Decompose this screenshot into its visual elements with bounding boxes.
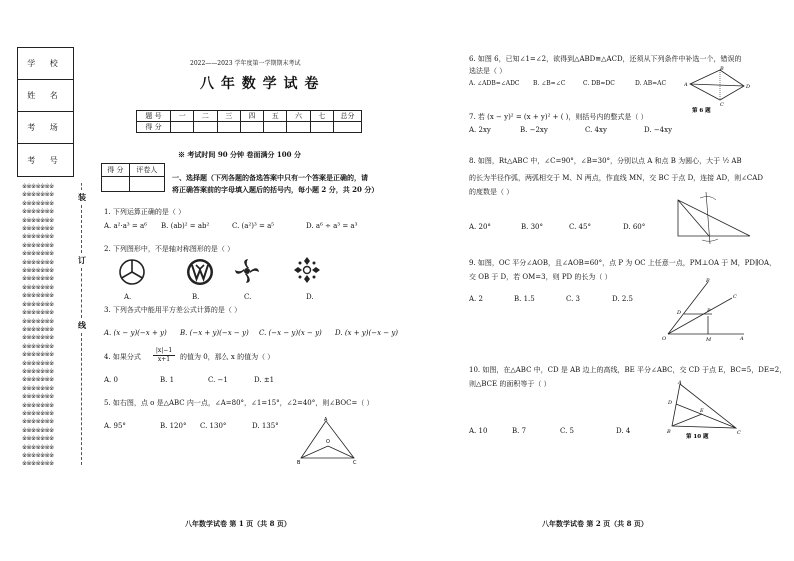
q5-stem: 5. 如右图，点 o 是△ABC 内一点，∠A=80°，∠1=15°，∠2=40°，则∠BOC=（ ） — [104, 399, 374, 407]
q7-option-b[interactable]: B. −2xy — [520, 126, 548, 134]
score-cell[interactable] — [217, 122, 240, 133]
q9-label-o: O — [662, 336, 667, 342]
q10-figure-caption: 第 10 题 — [686, 434, 709, 440]
student-info-table — [17, 47, 74, 177]
q7-option-a[interactable]: A. 2xy — [469, 126, 491, 134]
q4-stem-start: 4. 如果分式 — [104, 353, 141, 361]
q1-option-a[interactable]: A. a²·a³ = a⁶ — [104, 222, 147, 230]
exam-title: 八 年 数 学 试 卷 — [200, 76, 320, 92]
grader-score-label: 得 分 — [102, 164, 130, 177]
q9-option-b[interactable]: B. 1.5 — [514, 295, 535, 303]
q2-option-d[interactable]: D. — [306, 293, 314, 301]
q5-label-b: B — [297, 460, 301, 466]
q5-option-a[interactable]: A. 95° — [104, 422, 126, 430]
q2-option-a[interactable]: A. — [124, 293, 132, 301]
q4-fraction — [153, 347, 175, 364]
q3-option-c[interactable]: C. (−x − y)(x − y) — [259, 329, 322, 337]
q8-figure — [666, 190, 754, 244]
q8-stem: 8. 如图，Rt△ABC 中，∠C=90°，∠B=30°，分别以点 A 和点 B 为圆心，大于 ½ AB — [469, 157, 742, 165]
q6-option-c[interactable]: C. DB=DC — [583, 80, 615, 87]
q10-figure — [664, 380, 746, 442]
q3-option-a[interactable]: A. (x − y)(−x + y) — [104, 329, 167, 337]
q9-label-c: C — [733, 294, 737, 300]
q1-option-b[interactable]: B. (ab)² = ab² — [161, 222, 210, 230]
volkswagen-logo-icon — [185, 257, 215, 287]
q10-label-c: C — [737, 430, 741, 436]
binding-line — [81, 183, 82, 190]
cross-ornament-logo-icon — [292, 255, 322, 285]
q7-option-d[interactable]: D. −4xy — [644, 126, 673, 134]
q6-label-d: D — [746, 84, 751, 90]
q8-option-b[interactable]: B. 30° — [521, 223, 544, 231]
q4-fraction-denominator: x+1 — [157, 356, 171, 363]
binding-line — [81, 205, 82, 253]
q8-option-d[interactable]: D. 60° — [623, 223, 646, 231]
q1-option-d[interactable]: D. a⁶ ÷ a³ = a³ — [306, 222, 358, 230]
term-heading: 2022——2023 学年度第一学期期末考试 — [190, 60, 301, 67]
score-header-cell: 二 — [194, 111, 217, 122]
q5-label-o: O — [326, 439, 330, 445]
score-header-cell: 六 — [287, 111, 310, 122]
score-cell[interactable] — [310, 122, 333, 133]
q8-option-a[interactable]: A. 20° — [469, 223, 491, 231]
footer-left-page: 八年数学试卷 第 1 页（共 8 页） — [185, 519, 291, 528]
grader-table — [101, 163, 165, 192]
score-row-label: 得 分 — [137, 122, 171, 133]
q9-label-m: M — [706, 337, 712, 342]
q4-option-a[interactable]: A. 0 — [104, 376, 118, 384]
score-table — [136, 110, 362, 133]
q2-option-b[interactable]: B. — [192, 293, 200, 301]
footer-right-page: 八年数学试卷 第 2 页（共 8 页） — [542, 519, 648, 528]
q10-stem: 10. 如图，在△ABC 中，CD 是 AB 边上的高线，BE 平分∠ABC，交 CD 于点 E，BC=5，DE=2， — [469, 366, 787, 374]
q9-label-d: D — [677, 310, 682, 316]
q10-option-a[interactable]: A. 10 — [469, 427, 488, 435]
q9-label-a: A — [740, 336, 744, 342]
score-cell[interactable] — [287, 122, 310, 133]
q9-label-b: B — [706, 278, 710, 284]
q4-option-b[interactable]: B. 1 — [160, 376, 175, 384]
exam-room-label: 考 场 — [18, 112, 73, 144]
binding-line — [81, 268, 82, 318]
q9-label-p: P — [707, 308, 711, 314]
q10-option-b[interactable]: B. 7 — [512, 427, 527, 435]
q5-option-b[interactable]: B. 120° — [160, 422, 187, 430]
score-cell[interactable] — [194, 122, 217, 133]
q3-option-d[interactable]: D. (x + y)(−x − y) — [335, 329, 399, 337]
q10-label-b: B — [667, 429, 671, 435]
score-header-cell: 五 — [264, 111, 287, 122]
q9-option-a[interactable]: A. 2 — [469, 295, 483, 303]
score-header-cell: 七 — [310, 111, 333, 122]
q6-stem: 6. 如图 6，已知∠1=∠2，欲得到△ABD≅△ACD，还须从下列条件中补选一个，错误的 — [469, 55, 742, 63]
score-cell[interactable] — [171, 122, 194, 133]
q4-option-d[interactable]: D. ±1 — [254, 376, 275, 384]
q6-label-b: B — [720, 66, 724, 72]
q5-label-c: C — [353, 460, 357, 466]
q10-label-e: E — [700, 408, 704, 414]
q6-option-a[interactable]: A. ∠ADB=∠ADC — [469, 80, 520, 87]
exam-info: ※ 考试时间 90 分钟 卷面满分 100 分 — [178, 150, 301, 159]
binding-char-zhuang: 装 — [78, 192, 86, 202]
q2-option-c[interactable]: C. — [244, 293, 252, 301]
q10-label-a: A — [678, 380, 682, 386]
score-cell[interactable] — [334, 122, 362, 133]
q6-figure — [684, 66, 756, 114]
score-cell[interactable] — [240, 122, 263, 133]
q4-fraction-numerator: |x|−1 — [153, 347, 175, 356]
binding-char-xian: 线 — [78, 320, 86, 330]
q5-option-d[interactable]: D. 135° — [252, 422, 279, 430]
grader-name-cell[interactable] — [129, 177, 164, 192]
q6-figure-caption: 第 6 题 — [692, 108, 711, 114]
q10-stem-line2: 则△BCE 的面积等于（ ） — [469, 380, 551, 388]
q4-stem-end: 的值为 0，那么 x 的值为（ ） — [180, 353, 275, 361]
q8-option-c[interactable]: C. 45° — [569, 223, 591, 231]
q6-stem-line2: 选法是（ ） — [469, 67, 507, 75]
grader-score-cell[interactable] — [102, 177, 130, 192]
q9-stem-line2: 交 OB 于 D，若 OM=3，则 PD 的长为（ ） — [469, 273, 612, 281]
q1-stem: 1. 下列运算正确的是（ ） — [104, 208, 186, 216]
score-header-cell: 四 — [240, 111, 263, 122]
q3-option-b[interactable]: B. (−x + y)(−x − y) — [180, 329, 249, 337]
section1-heading-line2: 将正确答案前的字母填入题后的括号内，每小题 2 分，共 20 分） — [172, 185, 379, 194]
binding-star-border: ※※※※※※※ ※※※※※※※ ※※※※※※※ ※※※※※※※ ※※※※※※※ ※※※※※※※ ※※※※※※※ ※※※※※※※ ※※※※※※※ ※※※※※※※ ※※※※※※※ ※※※※※※※ ※※※※※※※ ※※※※※※※ ※※※※※※※ ※※※※※※※ ※※※※※※※ ※※※※※※※ ※※※※※※※ ※※※※※※※ ※※※※※※※ ※※※※※※※ ※※※※※※※ ※※※※※※※ ※※※※※※※ ※※※※※※※ ※※※※※※※ ※※※※※※※ ※※※※※※※ ※※※※※※※ ※※※※※※※ ※※※※※※※ ※※※※※※※ ※※※※※※※ — [22, 183, 54, 465]
name-label: 姓 名 — [18, 80, 73, 112]
score-header-cell: 题 号 — [137, 111, 171, 122]
q9-stem: 9. 如图，OC 平分∠AOB，且∠AOB=60°，点 P 为 OC 上任意一点，PM⊥OA 于 M，PD∥OA， — [469, 259, 777, 267]
q4-option-c[interactable]: C. −1 — [208, 376, 228, 384]
school-label: 学 校 — [18, 48, 73, 80]
q10-option-d[interactable]: D. 4 — [616, 427, 631, 435]
q7-option-c[interactable]: C. 4xy — [585, 126, 607, 134]
exam-number-label: 考 号 — [27, 155, 64, 165]
q10-option-c[interactable]: C. 5 — [560, 427, 575, 435]
score-table-header-row — [137, 111, 362, 122]
section1-heading: 一、选择题（下列各题的备选答案中只有一个答案是正确的，请 — [172, 173, 368, 182]
q6-label-a: A — [684, 82, 688, 88]
q9-option-d[interactable]: D. 2.5 — [612, 295, 633, 303]
binding-line — [81, 333, 82, 465]
q7-stem: 7. 若 (x − y)² = (x + y)² + ( )，则括号内的整式是（ ） — [469, 113, 648, 121]
q6-option-b[interactable]: B. ∠B=∠C — [533, 80, 566, 87]
q9-figure — [660, 276, 746, 342]
q5-triangle-figure — [296, 416, 358, 466]
q2-stem: 2. 下列图形中，不是轴对称图形的是（ ） — [104, 245, 235, 253]
q5-label-a: A — [324, 417, 328, 423]
q3-stem: 3. 下列各式中能用平方差公式计算的是（ ） — [104, 306, 242, 314]
score-header-cell: 三 — [217, 111, 240, 122]
q9-option-c[interactable]: C. 3 — [566, 295, 581, 303]
pinwheel-logo-icon — [232, 256, 262, 286]
score-table-score-row — [137, 122, 362, 133]
q10-label-d: D — [668, 400, 673, 406]
q8-stem-line3: 的度数是（ ） — [469, 188, 514, 196]
q5-option-c[interactable]: C. 130° — [200, 422, 227, 430]
mercedes-logo-icon — [117, 257, 147, 287]
grader-name-label: 评卷人 — [129, 164, 164, 177]
binding-char-ding: 订 — [78, 255, 86, 265]
q1-option-c[interactable]: C. (a²)³ = a⁵ — [232, 222, 275, 230]
score-header-cell: 一 — [171, 111, 194, 122]
score-cell[interactable] — [264, 122, 287, 133]
q6-option-d[interactable]: D. AB=AC — [635, 80, 667, 87]
q6-label-c: C — [720, 102, 724, 108]
q8-stem-line2: 的长为半径作弧，两弧相交于 M、N 两点，作直线 MN，交 BC 于点 D，连接 AD，则∠CAD — [469, 174, 763, 182]
score-header-cell: 总分 — [334, 111, 362, 122]
